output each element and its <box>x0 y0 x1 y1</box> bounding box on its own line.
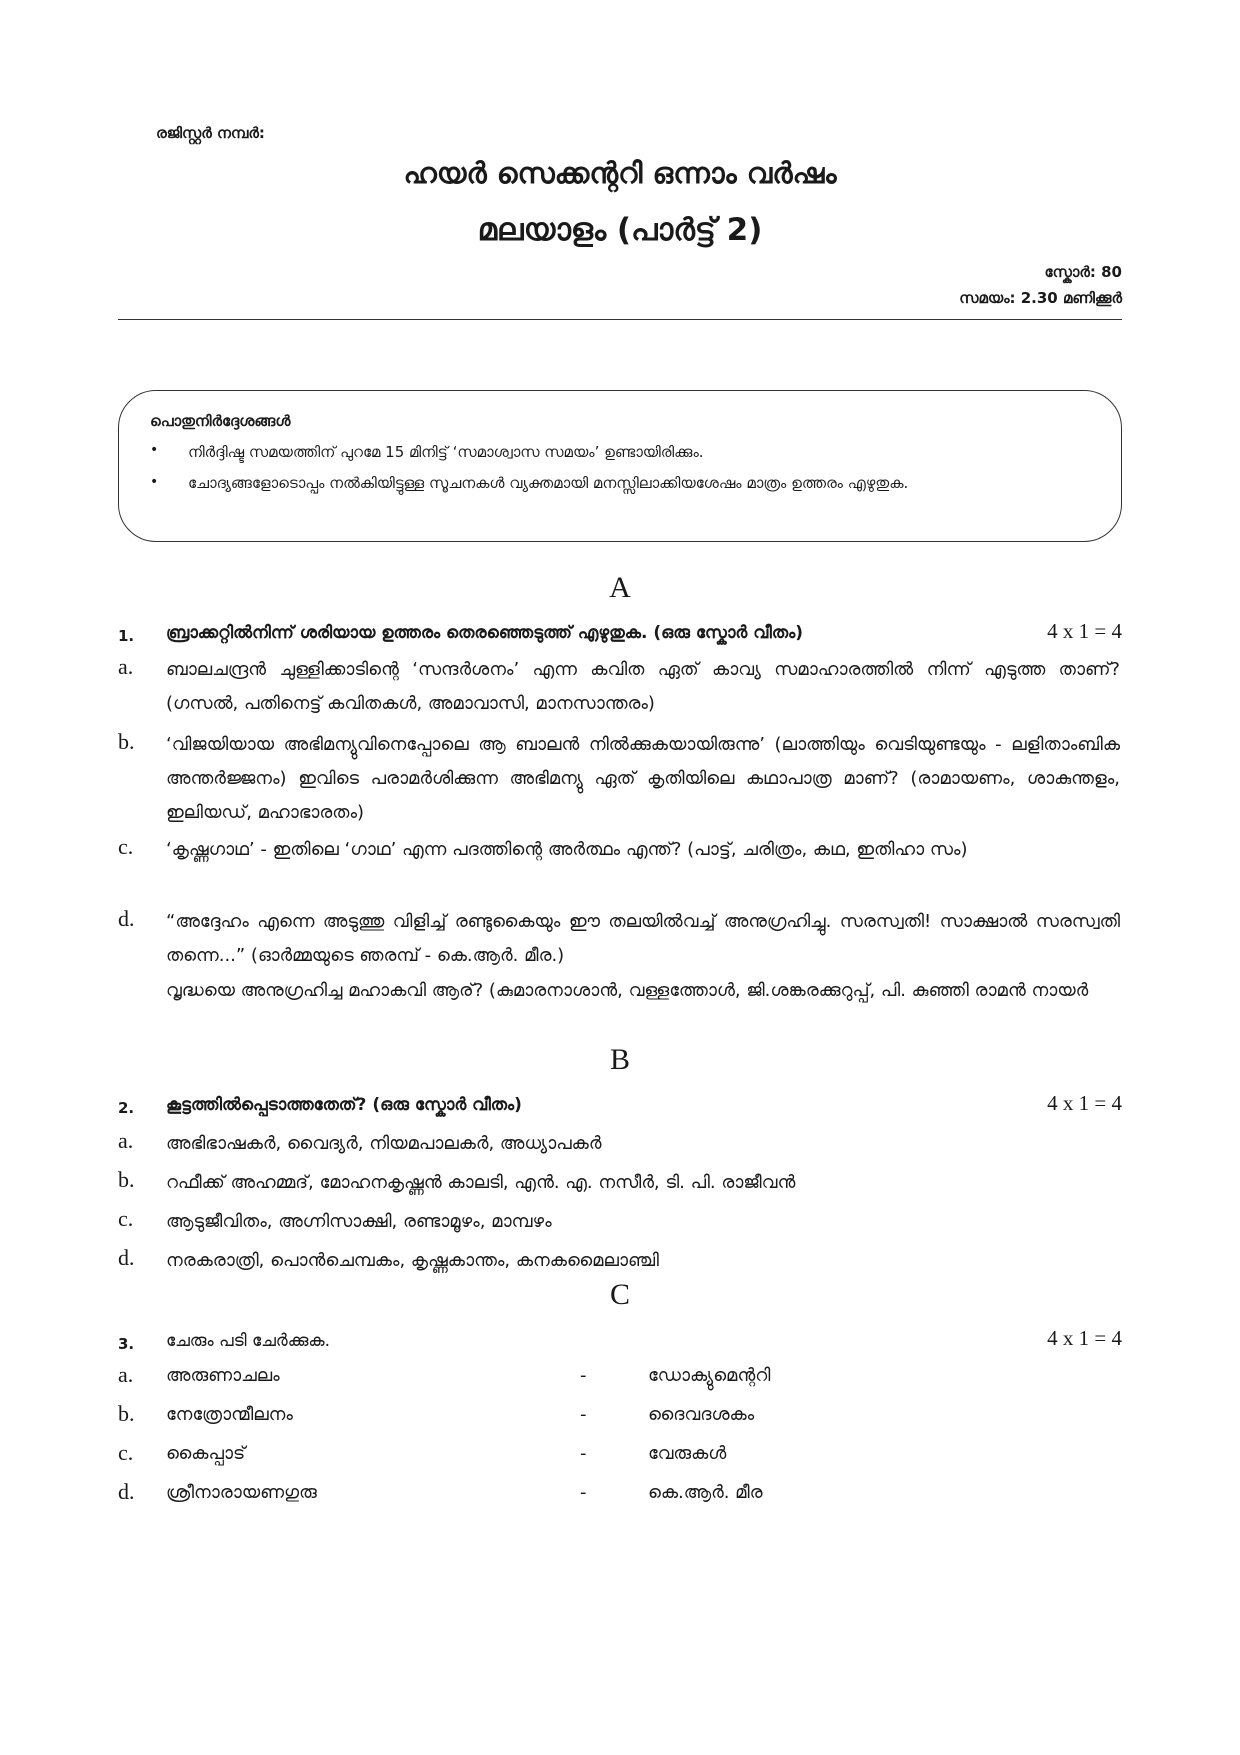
match-right-item: ദൈവദശകം <box>648 1404 755 1425</box>
time-label: സമയം: 2.30 മണിക്കൂർ <box>959 289 1122 307</box>
section-heading-b: B <box>609 1043 630 1076</box>
match-label: c. <box>118 1440 134 1465</box>
question-marks: 4 x 1 = 4 <box>1047 619 1122 643</box>
match-right-item: കെ.ആർ. മീര <box>648 1482 763 1503</box>
match-label: a. <box>118 1362 134 1387</box>
match-dash: - <box>580 1365 587 1386</box>
question-number: 2. <box>118 1099 135 1117</box>
match-right-item: ഡോക്യുമെന്ററി <box>648 1365 771 1386</box>
section-heading-a: A <box>609 571 631 604</box>
sub-question-text: അഭിഭാഷകർ, വൈദ്യർ, നിയമപാലകർ, അധ്യാപകർ <box>166 1133 602 1154</box>
sub-question-label: b. <box>118 1167 135 1192</box>
match-left-item: നേത്രോന്മീലനം <box>166 1404 293 1425</box>
match-left-item: അരുണാചലം <box>166 1365 280 1386</box>
sub-question-text: ബാലചന്ദ്രൻ ചുള്ളിക്കാടിന്റെ ‘സന്ദർശനം’ എന്ന കവിത ഏത് കാവ്യ സമാഹാരത്തിൽ നിന്ന് എടുത്ത താണ്? (ഗസൽ, പതിനെട്ട് കവിതകൾ, അമാവാസി, മാനസാന്തരം) <box>166 659 1120 714</box>
sub-question-text: നരകരാത്രി, പൊൻചെമ്പകം, കൃഷ്ണകാന്തം, കനകമൈലാഞ്ചി <box>166 1250 659 1271</box>
question-marks: 4 x 1 = 4 <box>1047 1326 1122 1350</box>
header-divider <box>118 319 1122 320</box>
bullet-icon: • <box>150 474 159 490</box>
question-number: 3. <box>118 1335 135 1353</box>
sub-question-label: b. <box>118 729 135 754</box>
question-number: 1. <box>118 627 135 645</box>
match-left-item: കൈപ്പാട് <box>166 1443 246 1464</box>
sub-question-label: c. <box>118 1206 134 1231</box>
sub-question-label: d. <box>118 906 135 931</box>
sub-question-text: വൃദ്ധയെ അനുഗ്രഹിച്ച മഹാകവി ആര്? (കുമാരനാശാൻ, വള്ളത്തോൾ, ജി.ശങ്കരക്കുറുപ്പ്, പി. കുഞ്ഞി രാമൻ നായർ <box>166 980 1089 1001</box>
register-number-label: രജിസ്റ്റർ നമ്പർ: <box>156 124 265 142</box>
bullet-icon: • <box>150 442 159 458</box>
sub-question-label: d. <box>118 1245 135 1270</box>
instruction-item: നിർദ്ദിഷ്ട സമയത്തിന് പുറമേ 15 മിനിട്ട് ‘സമാശ്വാസ സമയം’ ഉണ്ടായിരിക്കും. <box>188 443 704 461</box>
match-dash: - <box>580 1482 587 1503</box>
sub-question-label: a. <box>118 1128 134 1153</box>
instruction-item: ചോദ്യങ്ങളോടൊപ്പം നൽകിയിട്ടുള്ള സൂചനകൾ വ്യക്തമായി മനസ്സിലാക്കിയശേഷം മാത്രം ഉത്തരം എഴുതുക. <box>188 474 909 492</box>
match-dash: - <box>580 1404 587 1425</box>
sub-question-text: ‘വിജയിയായ അഭിമന്യുവിനെപ്പോലെ ആ ബാലൻ നിൽക്കുകയായിരുന്നു’ (ലാത്തിയും വെടിയുണ്ടയും - ലളിതാംബിക അന്തർജ്ജനം) ഇവിടെ പരാമർശിക്കുന്ന അഭിമന്യു ഏത് കൃതിയിലെ കഥാപാത്ര മാണ്? (രാമായണം, ശാകുന്തളം, ഇലിയഡ്, മഹാഭാരതം) <box>166 734 1120 823</box>
question-text: ചേരും പടി ചേർക്കുക. <box>166 1331 331 1351</box>
question-text: കൂട്ടത്തിൽപ്പെടാത്തതേത്? (ഒരു സ്കോർ വീതം) <box>166 1095 522 1115</box>
sub-question-label: a. <box>118 654 134 679</box>
exam-title: ഹയർ സെക്കന്ററി ഒന്നാം വർഷം <box>403 156 837 190</box>
question-marks: 4 x 1 = 4 <box>1047 1091 1122 1115</box>
section-heading-c: C <box>609 1278 630 1311</box>
sub-question-text: ആടുജീവിതം, അഗ്നിസാക്ഷി, രണ്ടാമൂഴം, മാമ്പഴം <box>166 1211 552 1232</box>
sub-question-text: റഫീക്ക് അഹമ്മദ്, മോഹനകൃഷ്ണൻ കാലടി, എൻ. എ. നസീർ, ടി. പി. രാജീവൻ <box>166 1172 796 1193</box>
subject-title: മലയാളം (പാർട്ട് 2) <box>477 212 763 248</box>
match-dash: - <box>580 1443 587 1464</box>
match-label: d. <box>118 1479 135 1504</box>
match-left-item: ശ്രീനാരായണഗുരു <box>166 1482 317 1503</box>
sub-question-text: “അദ്ദേഹം എന്നെ അടുത്തു വിളിച്ച് രണ്ടുകൈയും ഈ തലയിൽവച്ച് അനുഗ്രഹിച്ചു. സരസ്വതി! സാക്ഷാൽ സരസ്വതി തന്നെ...” (ഓർമ്മയുടെ ഞരമ്പ് - കെ.ആർ. മീര.) <box>166 911 1120 966</box>
sub-question-label: c. <box>118 834 134 859</box>
question-text: ബ്രാക്കറ്റിൽനിന്ന് ശരിയായ ഉത്തരം തെരഞ്ഞെടുത്ത് എഴുതുക. (ഒരു സ്കോർ വീതം) <box>166 623 803 643</box>
match-label: b. <box>118 1401 135 1426</box>
instructions-title: പൊതുനിർദ്ദേശങ്ങൾ <box>150 412 291 430</box>
match-right-item: വേരുകൾ <box>648 1443 727 1464</box>
sub-question-text: ‘കൃഷ്ണഗാഥ’ - ഇതിലെ ‘ഗാഥ’ എന്ന പദത്തിന്റെ അർത്ഥം എന്ത്? (പാട്ട്, ചരിത്രം, കഥ, ഇതിഹാ സം) <box>166 839 968 860</box>
score-label: സ്കോർ: 80 <box>1044 263 1122 281</box>
